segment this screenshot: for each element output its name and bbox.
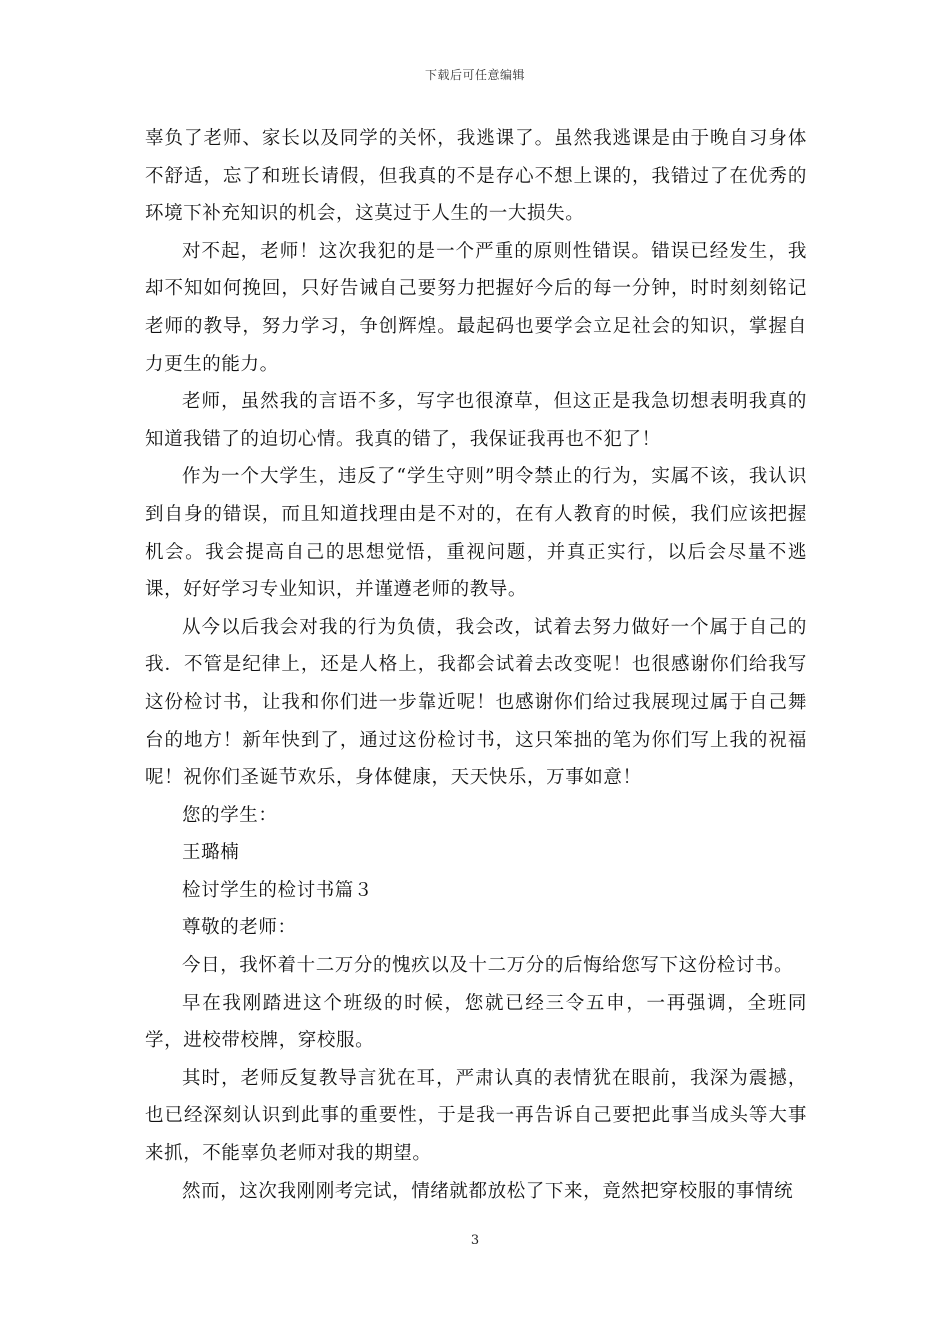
salutation: 尊敬的老师： [182,917,297,939]
signature-closing: 您的学生： [182,804,278,826]
paragraph: 老师，虽然我的言语不多，写字也很潦草，但这正是我急切想表明我真的知道我错了的迫切心情。我真的错了，我保证我再也不犯了！ [145,391,807,450]
header-note: 下载后可任意编辑 [424,68,525,82]
paragraph: 对不起，老师！这次我犯的是一个严重的原则性错误。错误已经发生，我却不知如何挽回，只好告诫自己要努力把握好今后的每一分钟，时时刻刻铭记老师的教导，努力学习，争创辉煌。最起码也要学会立足社会的知识，掌握自力更生的能力。 [145,240,807,375]
signature-name: 王璐楠 [182,842,240,864]
section-title: 检讨学生的检讨书篇３ [182,879,374,901]
paragraph: 然而，这次我刚刚考完试，情绪就都放松了下来，竟然把穿校服的事情统 [182,1180,794,1202]
paragraph: 今日，我怀着十二万分的愧疚以及十二万分的后悔给您写下这份检讨书。 [182,955,794,977]
paragraph: 从今以后我会对我的行为负债，我会改，试着去努力做好一个属于自己的我．不管是纪律上，还是人格上，我都会试着去改变呢！也很感谢你们给我写这份检讨书，让我和你们进一步靠近呢！也感谢你们给过我展现过属于自己舞台的地方！新年快到了，通过这份检讨书，这只笨拙的笔为你们写上我的祝福呢！祝你们圣诞节欢乐，身体健康，天天快乐，万事如意！ [145,616,807,789]
paragraph: 作为一个大学生，违反了“学生守则”明令禁止的行为，实属不该，我认识到自身的错误，而且知道找理由是不对的，在有人教育的时候，我们应该把握机会。我会提高自己的思想觉悟，重视问题，并真正实行，以后会尽量不逃课，好好学习专业知识，并谨遵老师的教导。 [145,466,807,601]
paragraph: 其时，老师反复教导言犹在耳，严肃认真的表情犹在眼前，我深为震撼，也已经深刻认识到此事的重要性，于是我一再告诉自己要把此事当成头等大事来抓，不能辜负老师对我的期望。 [145,1067,807,1165]
paragraph: 早在我刚踏进这个班级的时候，您就已经三令五申，一再强调，全班同学，进校带校牌，穿校服。 [145,992,807,1052]
page-number: 3 [470,1233,480,1248]
paragraph-continued: 辜负了老师、家长以及同学的关怀，我逃课了。虽然我逃课是由于晚自习身体不舒适，忘了和班长请假，但我真的不是存心不想上课的，我错过了在优秀的环境下补充知识的机会，这莫过于人生的一大损失。 [145,128,807,225]
document-body [145,120,807,1210]
